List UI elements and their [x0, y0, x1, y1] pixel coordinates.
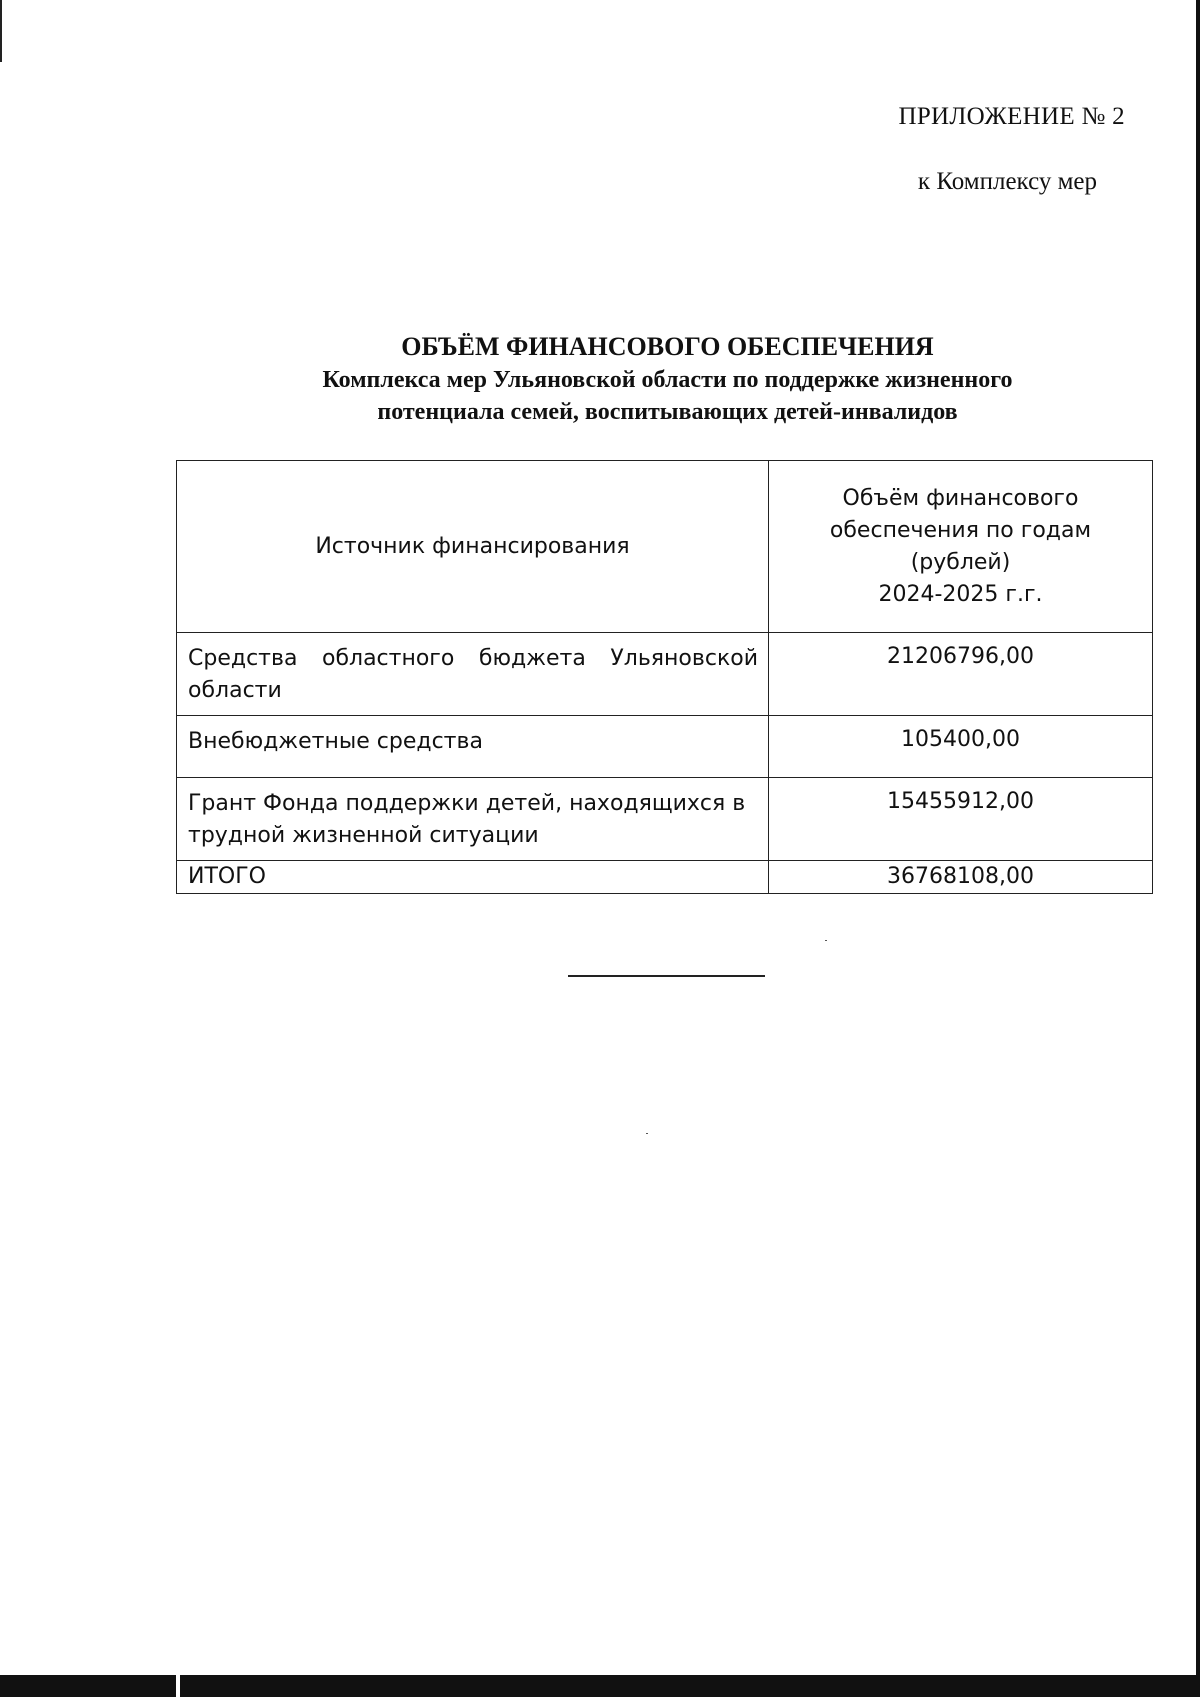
table-row [177, 778, 1153, 861]
column-header-source: Источник финансирования [177, 461, 769, 633]
heading-line-3: потенциала семей, воспитывающих детей-инвалидов [377, 399, 958, 425]
table-row [177, 633, 1153, 716]
row-source: Внебюджетные средства [177, 716, 769, 778]
column-header-volume-line: Объём финансового [842, 485, 1079, 511]
end-of-document-line [568, 975, 765, 977]
financing-table [176, 460, 1153, 894]
column-header-volume-line: обеспечения по годам [829, 517, 1092, 543]
row-source: Грант Фонда поддержки детей, находящихся в трудной жизненной ситуации [177, 778, 769, 861]
scan-edge-right [1196, 0, 1200, 1697]
table-row [177, 716, 1153, 778]
table-header-row [177, 461, 1153, 633]
scan-speck [646, 1133, 648, 1134]
row-source: Средства областного бюджета Ульяновской области [177, 633, 769, 716]
heading-line-1: ОБЪЁМ ФИНАНСОВОГО ОБЕСПЕЧЕНИЯ [401, 332, 934, 361]
column-header-volume [769, 461, 1153, 633]
scan-edge-left [0, 0, 2, 62]
scan-speck [825, 940, 827, 941]
heading-line-2: Комплекса мер Ульяновской области по поддержке жизненного [322, 367, 1013, 393]
row-amount: 15455912,00 [769, 778, 1153, 861]
document-heading [180, 330, 1155, 428]
column-header-volume-line: (рублей) [910, 549, 1011, 575]
row-amount: 105400,00 [769, 716, 1153, 778]
total-row [177, 861, 1153, 894]
scan-edge-bottom [0, 1675, 1200, 1697]
row-amount: 21206796,00 [769, 633, 1153, 716]
total-amount: 36768108,00 [769, 861, 1153, 894]
column-header-volume-line: 2024-2025 г.г. [878, 581, 1043, 607]
appendix-title: ПРИЛОЖЕНИЕ № 2 [898, 103, 1125, 130]
appendix-subtitle: к Комплексу мер [917, 168, 1097, 195]
total-label: ИТОГО [177, 861, 769, 894]
